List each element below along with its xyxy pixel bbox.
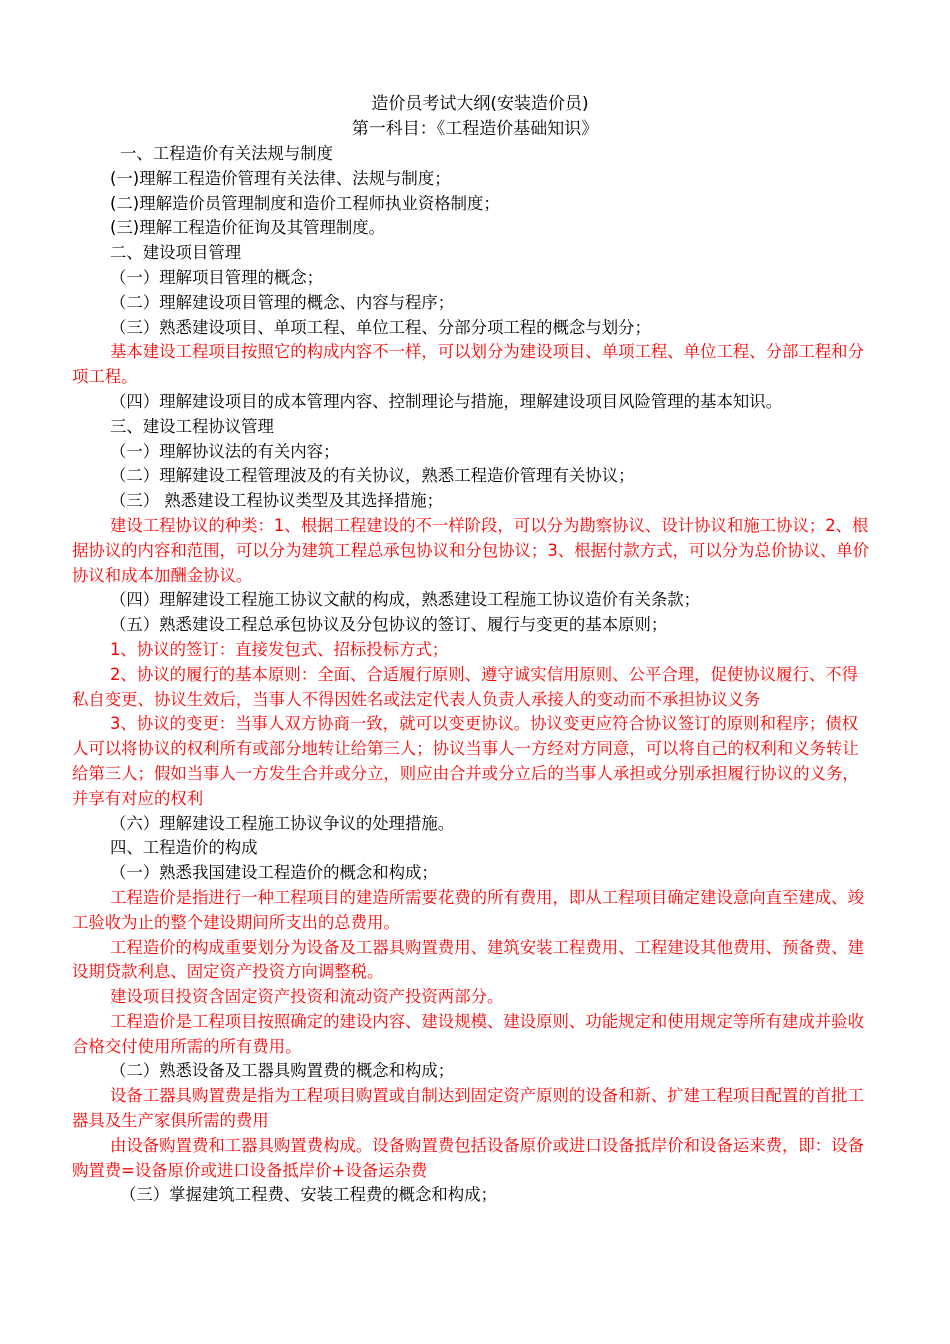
title-block <box>0 92 950 142</box>
document-body <box>72 142 872 1208</box>
highlighted-note: 建设项目投资含固定资产投资和流动资产投资两部分。 <box>110 987 504 1007</box>
highlighted-note: 工程造价是工程项目按照确定的建设内容、建设规模、建设原则、功能规定和使用规定等所有建成并验收合格交付使用所需的所有费用。 <box>72 1011 864 1056</box>
outline-item: 三、建设工程协议管理 <box>110 416 274 436</box>
outline-item: （一）熟悉我国建设工程造价的概念和构成； <box>110 863 438 883</box>
highlighted-note: 工程造价的构成重要划分为设备及工器具购置费用、建筑安装工程费用、工程建设其他费用、预备费、建设期贷款利息、固定资产投资方向调整税。 <box>72 937 864 982</box>
document-subtitle: 第一科目：《工程造价基础知识》 <box>351 119 599 139</box>
outline-item: （三）掌握建筑工程费、安装工程费的概念和构成； <box>120 1185 497 1205</box>
outline-item: （三）熟悉建设项目、单项工程、单位工程、分部分项工程的概念与划分； <box>110 317 651 337</box>
highlighted-note: 工程造价是指进行一种工程项目的建造所需要花费的所有费用，即从工程项目确定建设意向直至建成、竣工验收为止的整个建设期间所支出的总费用。 <box>72 887 864 932</box>
outline-item: (一)理解工程造价管理有关法律、法规与制度； <box>110 168 451 188</box>
outline-item: （四）理解建设项目的成本管理内容、控制理论与措施，理解建设项目风险管理的基本知识。 <box>110 391 783 411</box>
highlighted-note: 3、协议的变更：当事人双方协商一致，就可以变更协议。协议变更应符合协议签订的原则和程序；债权人可以将协议的权利所有或部分地转让给第三人；协议当事人一方经对方同意，可以将自己的权利和义务转让给第三人；假如当事人一方发生合并或分立，则应由合并或分立后的当事人承担或分别承担履行协议的义务，并享有对应的权利 <box>72 714 859 808</box>
outline-item: (三)理解工程造价征询及其管理制度。 <box>110 218 386 238</box>
highlighted-note: 设备工器具购置费是指为工程项目购置或自制达到固定资产原则的设备和新、扩建工程项目配置的首批工器具及生产家俱所需的费用 <box>72 1086 864 1131</box>
outline-item: 一、工程造价有关法规与制度 <box>120 144 334 163</box>
outline-item: （五）熟悉建设工程总承包协议及分包协议的签订、履行与变更的基本原则； <box>110 615 668 635</box>
outline-item: （六）理解建设工程施工协议争议的处理措施。 <box>110 813 455 833</box>
highlighted-note: 2、协议的履行的基本原则：全面、合适履行原则、遵守诚实信用原则、公平合理，促使协议履行、不得私自变更、协议生效后，当事人不得因姓名或法定代表人负责人承接人的变动而不承担协议义务 <box>72 664 859 709</box>
outline-item: （二）理解建设项目管理的概念、内容与程序； <box>110 292 455 312</box>
highlighted-note: 由设备购置费和工器具购置费构成。设备购置费包括设备原价或进口设备抵岸价和设备运来费，即：设备购置费=设备原价或进口设备抵岸价+设备运杂费 <box>72 1135 864 1180</box>
highlighted-note: 基本建设工程项目按照它的构成内容不一样，可以划分为建设项目、单项工程、单位工程、分部工程和分项工程。 <box>72 342 864 387</box>
outline-item: （三） 熟悉建设工程协议类型及其选择措施； <box>110 491 444 511</box>
outline-item: 四、工程造价的构成 <box>110 838 258 858</box>
outline-item: 二、建设项目管理 <box>110 243 242 263</box>
document-title: 造价员考试大纲(安装造价员) <box>371 94 589 114</box>
highlighted-note: 建设工程协议的种类：1、根据工程建设的不一样阶段，可以分为勘察协议、设计协议和施工协议；2、根据协议的内容和范围，可以分为建筑工程总承包协议和分包协议；3、根据付款方式，可以分为总价协议、单价协议和成本加酬金协议。 <box>72 515 870 585</box>
outline-item: （二）熟悉设备及工器具购置费的概念和构成； <box>110 1061 455 1081</box>
outline-item: （一）理解项目管理的概念； <box>110 267 324 287</box>
outline-item: （四）理解建设工程施工协议文献的构成，熟悉建设工程施工协议造价有关条款； <box>110 590 701 610</box>
outline-item: （一）理解协议法的有关内容； <box>110 441 340 461</box>
highlighted-note: 1、协议的签订：直接发包式、招标投标方式； <box>110 639 449 659</box>
outline-item: （二）理解建设工程管理波及的有关协议，熟悉工程造价管理有关协议； <box>110 466 635 486</box>
outline-item: (二)理解造价员管理制度和造价工程师执业资格制度； <box>110 193 500 213</box>
